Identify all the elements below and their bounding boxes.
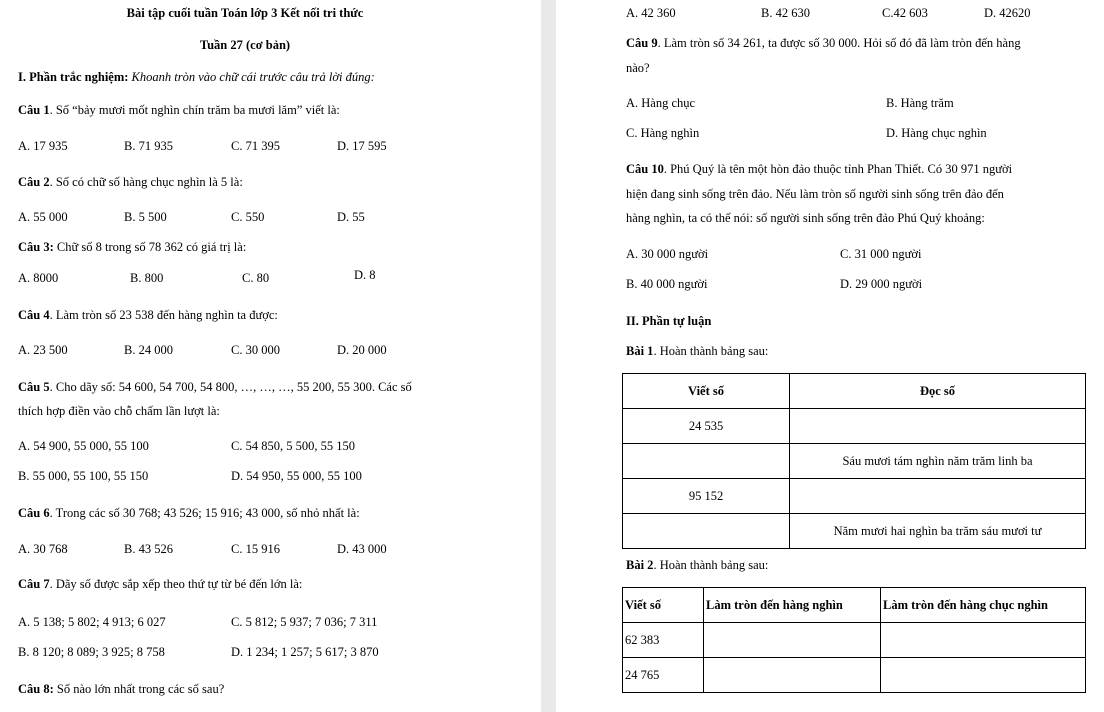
table1-header-read: Đọc số <box>790 374 1086 409</box>
q1-option-b[interactable]: B. 71 935 <box>124 139 173 153</box>
table2-cell[interactable] <box>704 623 881 658</box>
q3-option-a[interactable]: A. 8000 <box>18 271 59 285</box>
q6-option-c[interactable]: C. 15 916 <box>231 542 280 556</box>
doc-subtitle: Tuần 27 (cơ bản) <box>199 38 291 52</box>
q3-option-b[interactable]: B. 800 <box>130 271 164 285</box>
exercise-2: Bài 2. Hoàn thành bảng sau: <box>626 558 769 572</box>
table1-cell[interactable] <box>790 409 1086 444</box>
table2-cell[interactable]: 62 383 <box>623 623 704 658</box>
question-1: Câu 1. Số “bảy mươi mốt nghìn chín trăm ba mươi lăm” viết là: <box>18 103 340 117</box>
question-8: Câu 8: Số nào lớn nhất trong các số sau? <box>18 682 225 696</box>
q1-option-a[interactable]: A. 17 935 <box>18 139 68 153</box>
table2-cell[interactable] <box>881 623 1086 658</box>
table1-cell[interactable]: Năm mươi hai nghìn ba trăm sáu mươi tư <box>790 514 1086 549</box>
q4-option-d[interactable]: D. 20 000 <box>337 343 387 357</box>
q2-option-d[interactable]: D. 55 <box>337 210 365 224</box>
q5-option-b[interactable]: B. 55 000, 55 100, 55 150 <box>18 469 149 483</box>
question-10-line-3: hàng nghìn, ta có thể nói: số người sinh sống trên đảo Phú Quý khoảng: <box>626 211 985 225</box>
q3-option-c[interactable]: C. 80 <box>242 271 270 285</box>
q4-option-a[interactable]: A. 23 500 <box>18 343 68 357</box>
q8-option-b[interactable]: B. 42 630 <box>761 6 810 20</box>
q2-option-c[interactable]: C. 550 <box>231 210 265 224</box>
q8-option-d[interactable]: D. 42620 <box>984 6 1031 20</box>
left-page <box>0 0 541 712</box>
q5-option-c[interactable]: C. 54 850, 5 500, 55 150 <box>231 439 355 453</box>
q7-option-c[interactable]: C. 5 812; 5 937; 7 036; 7 311 <box>231 615 378 629</box>
question-2: Câu 2. Số có chữ số hàng chục nghìn là 5 là: <box>18 175 243 189</box>
question-6: Câu 6. Trong các số 30 768; 43 526; 15 916; 43 000, số nhỏ nhất là: <box>18 506 360 520</box>
question-3: Câu 3: Chữ số 8 trong số 78 362 có giá trị là: <box>18 240 247 254</box>
q5-option-a[interactable]: A. 54 900, 55 000, 55 100 <box>18 439 149 453</box>
table1-cell[interactable] <box>623 444 790 479</box>
q8-option-a[interactable]: A. 42 360 <box>626 6 676 20</box>
q1-option-d[interactable]: D. 17 595 <box>337 139 387 153</box>
question-5: Câu 5. Cho dãy số: 54 600, 54 700, 54 800, …, …, …, 55 200, 55 300. Các số <box>18 380 412 394</box>
exercise-1-table <box>622 373 1086 549</box>
table1-cell[interactable] <box>623 514 790 549</box>
q8-option-c[interactable]: C.42 603 <box>882 6 928 20</box>
table1-cell[interactable]: 24 535 <box>623 409 790 444</box>
section-2-heading: II. Phần tự luận <box>626 314 712 328</box>
exercise-1: Bài 1. Hoàn thành bảng sau: <box>626 344 769 358</box>
q1-option-c[interactable]: C. 71 395 <box>231 139 280 153</box>
q6-option-d[interactable]: D. 43 000 <box>337 542 387 556</box>
table1-cell[interactable]: Sáu mươi tám nghìn năm trăm linh ba <box>790 444 1086 479</box>
exercise-2-table <box>622 587 1086 693</box>
table2-header-round-thousand: Làm tròn đến hàng nghìn <box>704 588 881 623</box>
question-9-line-2: nào? <box>626 61 650 75</box>
q9-option-d[interactable]: D. Hàng chục nghìn <box>886 126 987 140</box>
table2-header-round-ten-thousand: Làm tròn đến hàng chục nghìn <box>881 588 1086 623</box>
q6-option-a[interactable]: A. 30 768 <box>18 542 68 556</box>
question-4: Câu 4. Làm tròn số 23 538 đến hàng nghìn ta được: <box>18 308 278 322</box>
q7-option-d[interactable]: D. 1 234; 1 257; 5 617; 3 870 <box>231 645 379 659</box>
q3-option-d[interactable]: D. 8 <box>354 268 376 282</box>
question-10: Câu 10. Phú Quý là tên một hòn đảo thuộc tỉnh Phan Thiết. Có 30 971 người <box>626 162 1013 176</box>
question-9: Câu 9. Làm tròn số 34 261, ta được số 30 000. Hỏi số đó đã làm tròn đến hàng <box>626 36 1021 50</box>
q10-option-a[interactable]: A. 30 000 người <box>626 247 709 261</box>
q4-option-b[interactable]: B. 24 000 <box>124 343 173 357</box>
q10-option-c[interactable]: C. 31 000 người <box>840 247 922 261</box>
table2-header-write: Viết số <box>623 588 704 623</box>
table2-cell[interactable] <box>881 658 1086 693</box>
q9-option-b[interactable]: B. Hàng trăm <box>886 96 954 110</box>
q7-option-a[interactable]: A. 5 138; 5 802; 4 913; 6 027 <box>18 615 166 629</box>
right-page <box>556 0 1104 712</box>
section-1-heading: I. Phần trắc nghiệm: Khoanh tròn vào chữ cái trước câu trả lời đúng: <box>18 70 375 84</box>
question-5-line-2: thích hợp điền vào chỗ chấm lần lượt là: <box>18 404 220 418</box>
table1-header-write: Viết số <box>623 374 790 409</box>
q7-option-b[interactable]: B. 8 120; 8 089; 3 925; 8 758 <box>18 645 165 659</box>
table2-cell[interactable] <box>704 658 881 693</box>
q6-option-b[interactable]: B. 43 526 <box>124 542 173 556</box>
q5-option-d[interactable]: D. 54 950, 55 000, 55 100 <box>231 469 362 483</box>
q4-option-c[interactable]: C. 30 000 <box>231 343 280 357</box>
table1-cell[interactable]: 95 152 <box>623 479 790 514</box>
q9-option-a[interactable]: A. Hàng chục <box>626 96 696 110</box>
q2-option-b[interactable]: B. 5 500 <box>124 210 167 224</box>
q2-option-a[interactable]: A. 55 000 <box>18 210 68 224</box>
question-7: Câu 7. Dãy số được sắp xếp theo thứ tự từ bé đến lớn là: <box>18 577 303 591</box>
q9-option-c[interactable]: C. Hàng nghìn <box>626 126 700 140</box>
q10-option-d[interactable]: D. 29 000 người <box>840 277 923 291</box>
question-10-line-2: hiện đang sinh sống trên đảo. Nếu làm tròn số người sinh sống trên đảo đến <box>626 187 1004 201</box>
table1-cell[interactable] <box>790 479 1086 514</box>
q10-option-b[interactable]: B. 40 000 người <box>626 277 708 291</box>
table2-cell[interactable]: 24 765 <box>623 658 704 693</box>
doc-title: Bài tập cuối tuần Toán lớp 3 Kết nối tri thức <box>126 6 364 20</box>
